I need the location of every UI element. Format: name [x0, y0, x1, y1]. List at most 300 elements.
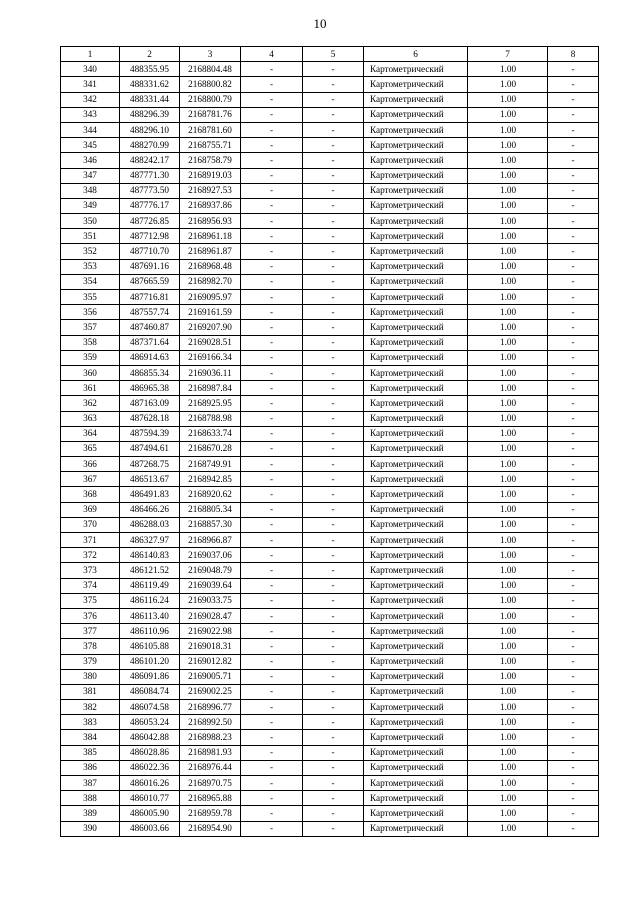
column-header: 8 — [548, 47, 599, 62]
col5-cell: - — [303, 791, 364, 806]
accuracy-cell: 1.00 — [468, 457, 548, 472]
col4-cell: - — [241, 381, 303, 396]
col4-cell: - — [241, 259, 303, 274]
y-coordinate-cell: 2168919.03 — [180, 168, 241, 183]
method-cell: Картометрический — [364, 608, 468, 623]
col8-cell: - — [548, 472, 599, 487]
table-row — [61, 624, 599, 639]
col5-cell: - — [303, 760, 364, 775]
accuracy-cell: 1.00 — [468, 791, 548, 806]
table-row — [61, 350, 599, 365]
accuracy-cell: 1.00 — [468, 198, 548, 213]
x-coordinate-cell: 488242.17 — [120, 153, 180, 168]
table-row — [61, 214, 599, 229]
col4-cell: - — [241, 548, 303, 563]
col5-cell: - — [303, 715, 364, 730]
accuracy-cell: 1.00 — [468, 426, 548, 441]
method-cell: Картометрический — [364, 62, 468, 77]
y-coordinate-cell: 2168788.98 — [180, 411, 241, 426]
table-row — [61, 138, 599, 153]
x-coordinate-cell: 487691.16 — [120, 259, 180, 274]
col4-cell: - — [241, 350, 303, 365]
accuracy-cell: 1.00 — [468, 821, 548, 836]
point-number-cell: 364 — [61, 426, 120, 441]
col4-cell: - — [241, 153, 303, 168]
point-number-cell: 352 — [61, 244, 120, 259]
col4-cell: - — [241, 715, 303, 730]
point-number-cell: 382 — [61, 700, 120, 715]
col4-cell: - — [241, 244, 303, 259]
y-coordinate-cell: 2168961.87 — [180, 244, 241, 259]
y-coordinate-cell: 2168965.88 — [180, 791, 241, 806]
point-number-cell: 365 — [61, 441, 120, 456]
column-header: 2 — [120, 47, 180, 62]
col8-cell: - — [548, 107, 599, 122]
col4-cell: - — [241, 563, 303, 578]
accuracy-cell: 1.00 — [468, 608, 548, 623]
point-number-cell: 350 — [61, 214, 120, 229]
col5-cell: - — [303, 548, 364, 563]
col8-cell: - — [548, 229, 599, 244]
table-row — [61, 745, 599, 760]
col8-cell: - — [548, 259, 599, 274]
col5-cell: - — [303, 426, 364, 441]
col8-cell: - — [548, 214, 599, 229]
col8-cell: - — [548, 441, 599, 456]
point-number-cell: 362 — [61, 396, 120, 411]
point-number-cell: 373 — [61, 563, 120, 578]
col5-cell: - — [303, 183, 364, 198]
col4-cell: - — [241, 776, 303, 791]
table-row — [61, 715, 599, 730]
col4-cell: - — [241, 168, 303, 183]
page-number: 10 — [313, 16, 327, 31]
col4-cell: - — [241, 533, 303, 548]
col8-cell: - — [548, 791, 599, 806]
col8-cell: - — [548, 776, 599, 791]
col5-cell: - — [303, 92, 364, 107]
y-coordinate-cell: 2168781.60 — [180, 122, 241, 137]
col4-cell: - — [241, 335, 303, 350]
method-cell: Картометрический — [364, 396, 468, 411]
accuracy-cell: 1.00 — [468, 381, 548, 396]
table-row — [61, 92, 599, 107]
col5-cell: - — [303, 654, 364, 669]
point-number-cell: 355 — [61, 290, 120, 305]
point-number-cell: 370 — [61, 517, 120, 532]
point-number-cell: 341 — [61, 77, 120, 92]
y-coordinate-cell: 2168966.87 — [180, 533, 241, 548]
col8-cell: - — [548, 669, 599, 684]
col8-cell: - — [548, 411, 599, 426]
y-coordinate-cell: 2169039.64 — [180, 578, 241, 593]
point-number-cell: 361 — [61, 381, 120, 396]
col5-cell: - — [303, 639, 364, 654]
point-number-cell: 388 — [61, 791, 120, 806]
col5-cell: - — [303, 533, 364, 548]
point-number-cell: 360 — [61, 365, 120, 380]
accuracy-cell: 1.00 — [468, 335, 548, 350]
point-number-cell: 356 — [61, 305, 120, 320]
point-number-cell: 371 — [61, 533, 120, 548]
table-row — [61, 517, 599, 532]
y-coordinate-cell: 2169002.25 — [180, 684, 241, 699]
y-coordinate-cell: 2168988.23 — [180, 730, 241, 745]
y-coordinate-cell: 2168800.82 — [180, 77, 241, 92]
y-coordinate-cell: 2168970.75 — [180, 776, 241, 791]
x-coordinate-cell: 487716.81 — [120, 290, 180, 305]
col5-cell: - — [303, 502, 364, 517]
accuracy-cell: 1.00 — [468, 563, 548, 578]
method-cell: Картометрический — [364, 320, 468, 335]
col4-cell: - — [241, 608, 303, 623]
method-cell: Картометрический — [364, 730, 468, 745]
point-number-cell: 389 — [61, 806, 120, 821]
col8-cell: - — [548, 168, 599, 183]
col5-cell: - — [303, 806, 364, 821]
col8-cell: - — [548, 274, 599, 289]
table-row — [61, 502, 599, 517]
accuracy-cell: 1.00 — [468, 259, 548, 274]
method-cell: Картометрический — [364, 639, 468, 654]
point-number-cell: 367 — [61, 472, 120, 487]
col4-cell: - — [241, 138, 303, 153]
col5-cell: - — [303, 578, 364, 593]
point-number-cell: 342 — [61, 92, 120, 107]
x-coordinate-cell: 487594.39 — [120, 426, 180, 441]
col5-cell: - — [303, 593, 364, 608]
table-row — [61, 487, 599, 502]
x-coordinate-cell: 486119.49 — [120, 578, 180, 593]
col4-cell: - — [241, 77, 303, 92]
col8-cell: - — [548, 77, 599, 92]
method-cell: Картометрический — [364, 122, 468, 137]
x-coordinate-cell: 487628.18 — [120, 411, 180, 426]
point-number-cell: 379 — [61, 654, 120, 669]
point-number-cell: 386 — [61, 760, 120, 775]
x-coordinate-cell: 488355.95 — [120, 62, 180, 77]
table-row — [61, 441, 599, 456]
col5-cell: - — [303, 365, 364, 380]
col4-cell: - — [241, 791, 303, 806]
accuracy-cell: 1.00 — [468, 77, 548, 92]
column-header: 3 — [180, 47, 241, 62]
x-coordinate-cell: 487710.70 — [120, 244, 180, 259]
table-row — [61, 259, 599, 274]
x-coordinate-cell: 487460.87 — [120, 320, 180, 335]
x-coordinate-cell: 487773.50 — [120, 183, 180, 198]
y-coordinate-cell: 2169028.47 — [180, 608, 241, 623]
col5-cell: - — [303, 168, 364, 183]
method-cell: Картометрический — [364, 350, 468, 365]
accuracy-cell: 1.00 — [468, 214, 548, 229]
col5-cell: - — [303, 472, 364, 487]
table-row — [61, 305, 599, 320]
col4-cell: - — [241, 760, 303, 775]
col8-cell: - — [548, 593, 599, 608]
x-coordinate-cell: 487557.74 — [120, 305, 180, 320]
col5-cell: - — [303, 776, 364, 791]
col4-cell: - — [241, 183, 303, 198]
method-cell: Картометрический — [364, 441, 468, 456]
col5-cell: - — [303, 457, 364, 472]
col5-cell: - — [303, 62, 364, 77]
y-coordinate-cell: 2169005.71 — [180, 669, 241, 684]
y-coordinate-cell: 2168920.62 — [180, 487, 241, 502]
col5-cell: - — [303, 138, 364, 153]
method-cell: Картометрический — [364, 229, 468, 244]
x-coordinate-cell: 487726.85 — [120, 214, 180, 229]
col5-cell: - — [303, 77, 364, 92]
x-coordinate-cell: 486513.67 — [120, 472, 180, 487]
col4-cell: - — [241, 320, 303, 335]
table-row — [61, 791, 599, 806]
col8-cell: - — [548, 138, 599, 153]
accuracy-cell: 1.00 — [468, 138, 548, 153]
col5-cell: - — [303, 350, 364, 365]
x-coordinate-cell: 486491.83 — [120, 487, 180, 502]
x-coordinate-cell: 486110.96 — [120, 624, 180, 639]
col5-cell: - — [303, 153, 364, 168]
x-coordinate-cell: 488331.62 — [120, 77, 180, 92]
table-row — [61, 244, 599, 259]
table-row — [61, 608, 599, 623]
col5-cell: - — [303, 745, 364, 760]
col4-cell: - — [241, 290, 303, 305]
col4-cell: - — [241, 593, 303, 608]
accuracy-cell: 1.00 — [468, 487, 548, 502]
accuracy-cell: 1.00 — [468, 320, 548, 335]
method-cell: Картометрический — [364, 776, 468, 791]
accuracy-cell: 1.00 — [468, 730, 548, 745]
accuracy-cell: 1.00 — [468, 578, 548, 593]
accuracy-cell: 1.00 — [468, 441, 548, 456]
accuracy-cell: 1.00 — [468, 624, 548, 639]
point-number-cell: 377 — [61, 624, 120, 639]
accuracy-cell: 1.00 — [468, 290, 548, 305]
table-row — [61, 760, 599, 775]
point-number-cell: 385 — [61, 745, 120, 760]
col8-cell: - — [548, 198, 599, 213]
method-cell: Картометрический — [364, 563, 468, 578]
accuracy-cell: 1.00 — [468, 760, 548, 775]
col8-cell: - — [548, 624, 599, 639]
method-cell: Картометрический — [364, 290, 468, 305]
table-row — [61, 411, 599, 426]
accuracy-cell: 1.00 — [468, 365, 548, 380]
method-cell: Картометрический — [364, 426, 468, 441]
y-coordinate-cell: 2168781.76 — [180, 107, 241, 122]
col5-cell: - — [303, 290, 364, 305]
x-coordinate-cell: 486016.26 — [120, 776, 180, 791]
y-coordinate-cell: 2169161.59 — [180, 305, 241, 320]
method-cell: Картометрический — [364, 791, 468, 806]
method-cell: Картометрический — [364, 760, 468, 775]
table-row — [61, 183, 599, 198]
y-coordinate-cell: 2168942.85 — [180, 472, 241, 487]
y-coordinate-cell: 2168961.18 — [180, 229, 241, 244]
x-coordinate-cell: 486028.86 — [120, 745, 180, 760]
method-cell: Картометрический — [364, 411, 468, 426]
column-header: 7 — [468, 47, 548, 62]
y-coordinate-cell: 2168800.79 — [180, 92, 241, 107]
col4-cell: - — [241, 517, 303, 532]
method-cell: Картометрический — [364, 183, 468, 198]
col5-cell: - — [303, 198, 364, 213]
col8-cell: - — [548, 821, 599, 836]
col4-cell: - — [241, 654, 303, 669]
y-coordinate-cell: 2168925.95 — [180, 396, 241, 411]
method-cell: Картометрический — [364, 77, 468, 92]
point-number-cell: 369 — [61, 502, 120, 517]
table-row — [61, 229, 599, 244]
col8-cell: - — [548, 320, 599, 335]
table-row — [61, 290, 599, 305]
point-number-cell: 376 — [61, 608, 120, 623]
accuracy-cell: 1.00 — [468, 517, 548, 532]
y-coordinate-cell: 2168927.53 — [180, 183, 241, 198]
x-coordinate-cell: 488331.44 — [120, 92, 180, 107]
x-coordinate-cell: 486140.83 — [120, 548, 180, 563]
y-coordinate-cell: 2168857.30 — [180, 517, 241, 532]
point-number-cell: 349 — [61, 198, 120, 213]
col4-cell: - — [241, 229, 303, 244]
col8-cell: - — [548, 305, 599, 320]
table-row — [61, 639, 599, 654]
point-number-cell: 354 — [61, 274, 120, 289]
col8-cell: - — [548, 62, 599, 77]
col8-cell: - — [548, 502, 599, 517]
col5-cell: - — [303, 244, 364, 259]
accuracy-cell: 1.00 — [468, 92, 548, 107]
x-coordinate-cell: 488296.10 — [120, 122, 180, 137]
accuracy-cell: 1.00 — [468, 229, 548, 244]
col4-cell: - — [241, 745, 303, 760]
table-row — [61, 107, 599, 122]
x-coordinate-cell: 486914.63 — [120, 350, 180, 365]
y-coordinate-cell: 2168987.84 — [180, 381, 241, 396]
x-coordinate-cell: 486074.58 — [120, 700, 180, 715]
point-number-cell: 374 — [61, 578, 120, 593]
x-coordinate-cell: 486091.86 — [120, 669, 180, 684]
method-cell: Картометрический — [364, 669, 468, 684]
method-cell: Картометрический — [364, 305, 468, 320]
accuracy-cell: 1.00 — [468, 548, 548, 563]
col8-cell: - — [548, 700, 599, 715]
x-coordinate-cell: 486003.66 — [120, 821, 180, 836]
col8-cell: - — [548, 487, 599, 502]
x-coordinate-cell: 487665.59 — [120, 274, 180, 289]
accuracy-cell: 1.00 — [468, 654, 548, 669]
point-number-cell: 378 — [61, 639, 120, 654]
y-coordinate-cell: 2168981.93 — [180, 745, 241, 760]
table-row — [61, 320, 599, 335]
point-number-cell: 347 — [61, 168, 120, 183]
y-coordinate-cell: 2168755.71 — [180, 138, 241, 153]
table-header-row — [61, 47, 599, 62]
point-number-cell: 344 — [61, 122, 120, 137]
method-cell: Картометрический — [364, 593, 468, 608]
column-header: 5 — [303, 47, 364, 62]
table-row — [61, 198, 599, 213]
col8-cell: - — [548, 457, 599, 472]
y-coordinate-cell: 2168805.34 — [180, 502, 241, 517]
col4-cell: - — [241, 122, 303, 137]
method-cell: Картометрический — [364, 259, 468, 274]
point-number-cell: 368 — [61, 487, 120, 502]
col8-cell: - — [548, 426, 599, 441]
col8-cell: - — [548, 715, 599, 730]
y-coordinate-cell: 2168968.48 — [180, 259, 241, 274]
col8-cell: - — [548, 381, 599, 396]
point-number-cell: 351 — [61, 229, 120, 244]
accuracy-cell: 1.00 — [468, 472, 548, 487]
table-row — [61, 381, 599, 396]
col5-cell: - — [303, 320, 364, 335]
x-coordinate-cell: 486105.88 — [120, 639, 180, 654]
table-row — [61, 365, 599, 380]
accuracy-cell: 1.00 — [468, 533, 548, 548]
col8-cell: - — [548, 608, 599, 623]
accuracy-cell: 1.00 — [468, 350, 548, 365]
x-coordinate-cell: 486855.34 — [120, 365, 180, 380]
col5-cell: - — [303, 821, 364, 836]
table-row — [61, 821, 599, 836]
accuracy-cell: 1.00 — [468, 776, 548, 791]
table-row — [61, 776, 599, 791]
table-row — [61, 578, 599, 593]
point-number-cell: 353 — [61, 259, 120, 274]
y-coordinate-cell: 2168954.90 — [180, 821, 241, 836]
y-coordinate-cell: 2169012.82 — [180, 654, 241, 669]
x-coordinate-cell: 486022.36 — [120, 760, 180, 775]
col8-cell: - — [548, 563, 599, 578]
method-cell: Картометрический — [364, 472, 468, 487]
col8-cell: - — [548, 578, 599, 593]
method-cell: Картометрический — [364, 274, 468, 289]
table-row — [61, 335, 599, 350]
col8-cell: - — [548, 730, 599, 745]
accuracy-cell: 1.00 — [468, 62, 548, 77]
x-coordinate-cell: 486084.74 — [120, 684, 180, 699]
accuracy-cell: 1.00 — [468, 639, 548, 654]
accuracy-cell: 1.00 — [468, 244, 548, 259]
table-row — [61, 457, 599, 472]
x-coordinate-cell: 486005.90 — [120, 806, 180, 821]
col8-cell: - — [548, 122, 599, 137]
col8-cell: - — [548, 517, 599, 532]
accuracy-cell: 1.00 — [468, 411, 548, 426]
accuracy-cell: 1.00 — [468, 684, 548, 699]
col8-cell: - — [548, 92, 599, 107]
y-coordinate-cell: 2168996.77 — [180, 700, 241, 715]
point-number-cell: 358 — [61, 335, 120, 350]
method-cell: Картометрический — [364, 517, 468, 532]
table-row — [61, 426, 599, 441]
col8-cell: - — [548, 183, 599, 198]
accuracy-cell: 1.00 — [468, 715, 548, 730]
method-cell: Картометрический — [364, 821, 468, 836]
method-cell: Картометрический — [364, 457, 468, 472]
col8-cell: - — [548, 654, 599, 669]
x-coordinate-cell: 486466.26 — [120, 502, 180, 517]
y-coordinate-cell: 2168956.93 — [180, 214, 241, 229]
accuracy-cell: 1.00 — [468, 153, 548, 168]
y-coordinate-cell: 2168633.74 — [180, 426, 241, 441]
col4-cell: - — [241, 578, 303, 593]
x-coordinate-cell: 486053.24 — [120, 715, 180, 730]
point-number-cell: 343 — [61, 107, 120, 122]
